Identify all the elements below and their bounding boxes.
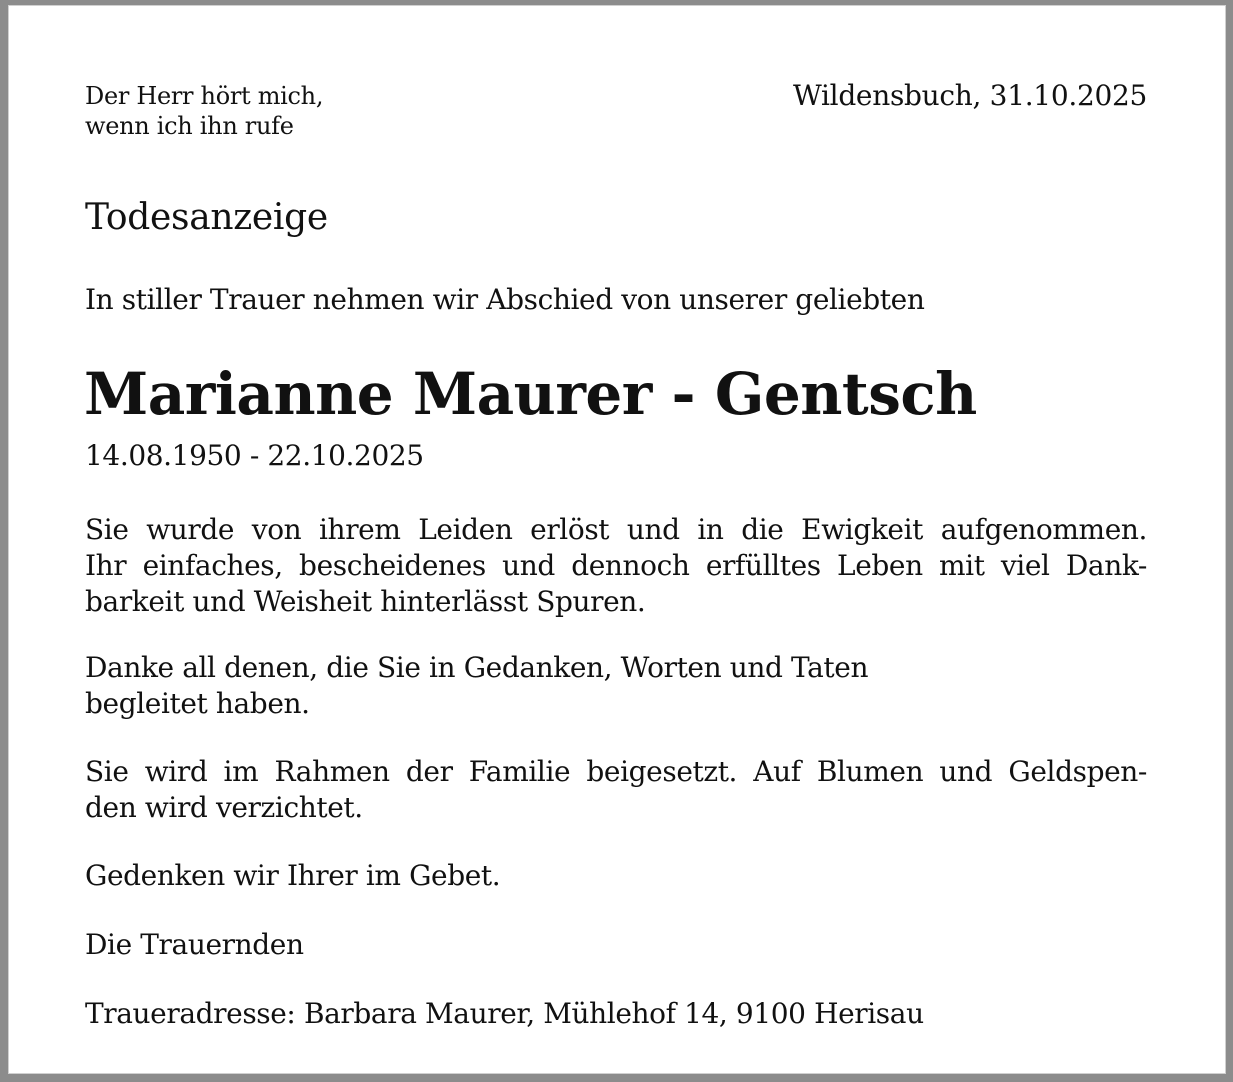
paragraph-line: Sie wurde von ihrem Leiden erlöst und in die Ewigkeit aufgenommen. — [85, 513, 1147, 546]
motto — [85, 81, 323, 141]
motto-line-2: wenn ich ihn rufe — [85, 112, 294, 140]
paragraph-thanks — [85, 650, 1147, 722]
paragraph-line: Gedenken wir Ihrer im Gebet. — [85, 859, 501, 892]
mourning-address — [85, 996, 1147, 1032]
paragraph-funeral — [85, 754, 1147, 826]
life-dates: 14.08.1950 - 22.10.2025 — [85, 439, 424, 472]
paragraph-line: barkeit und Weisheit hinterlässt Spuren. — [85, 585, 646, 618]
signature-mourners — [85, 927, 1147, 963]
paragraph-release — [85, 512, 1147, 620]
paragraph-line: den wird verzichtet. — [85, 791, 363, 824]
paragraph-line: Die Trauernden — [85, 928, 304, 961]
paragraph-line: Danke all denen, die Sie in Gedanken, Worten und Taten — [85, 651, 869, 684]
paragraph-line: Ihr einfaches, bescheidenes und dennoch erfülltes Leben mit viel Dank- — [85, 549, 1147, 582]
place-date: Wildensbuch, 31.10.2025 — [793, 79, 1147, 112]
paragraph-line: Sie wird im Rahmen der Familie beigesetzt. Auf Blumen und Geldspen- — [85, 755, 1147, 788]
paragraph-prayer — [85, 858, 1147, 894]
motto-line-1: Der Herr hört mich, — [85, 82, 324, 110]
paragraph-line: begleitet haben. — [85, 687, 310, 720]
paragraph-line: Traueradresse: Barbara Maurer, Mühlehof 14, 9100 Herisau — [85, 997, 924, 1030]
notice-heading: Todesanzeige — [85, 197, 328, 238]
deceased-name: Marianne Maurer - Gentsch — [84, 360, 977, 428]
intro-text: In stiller Trauer nehmen wir Abschied von unserer geliebten — [85, 283, 925, 316]
